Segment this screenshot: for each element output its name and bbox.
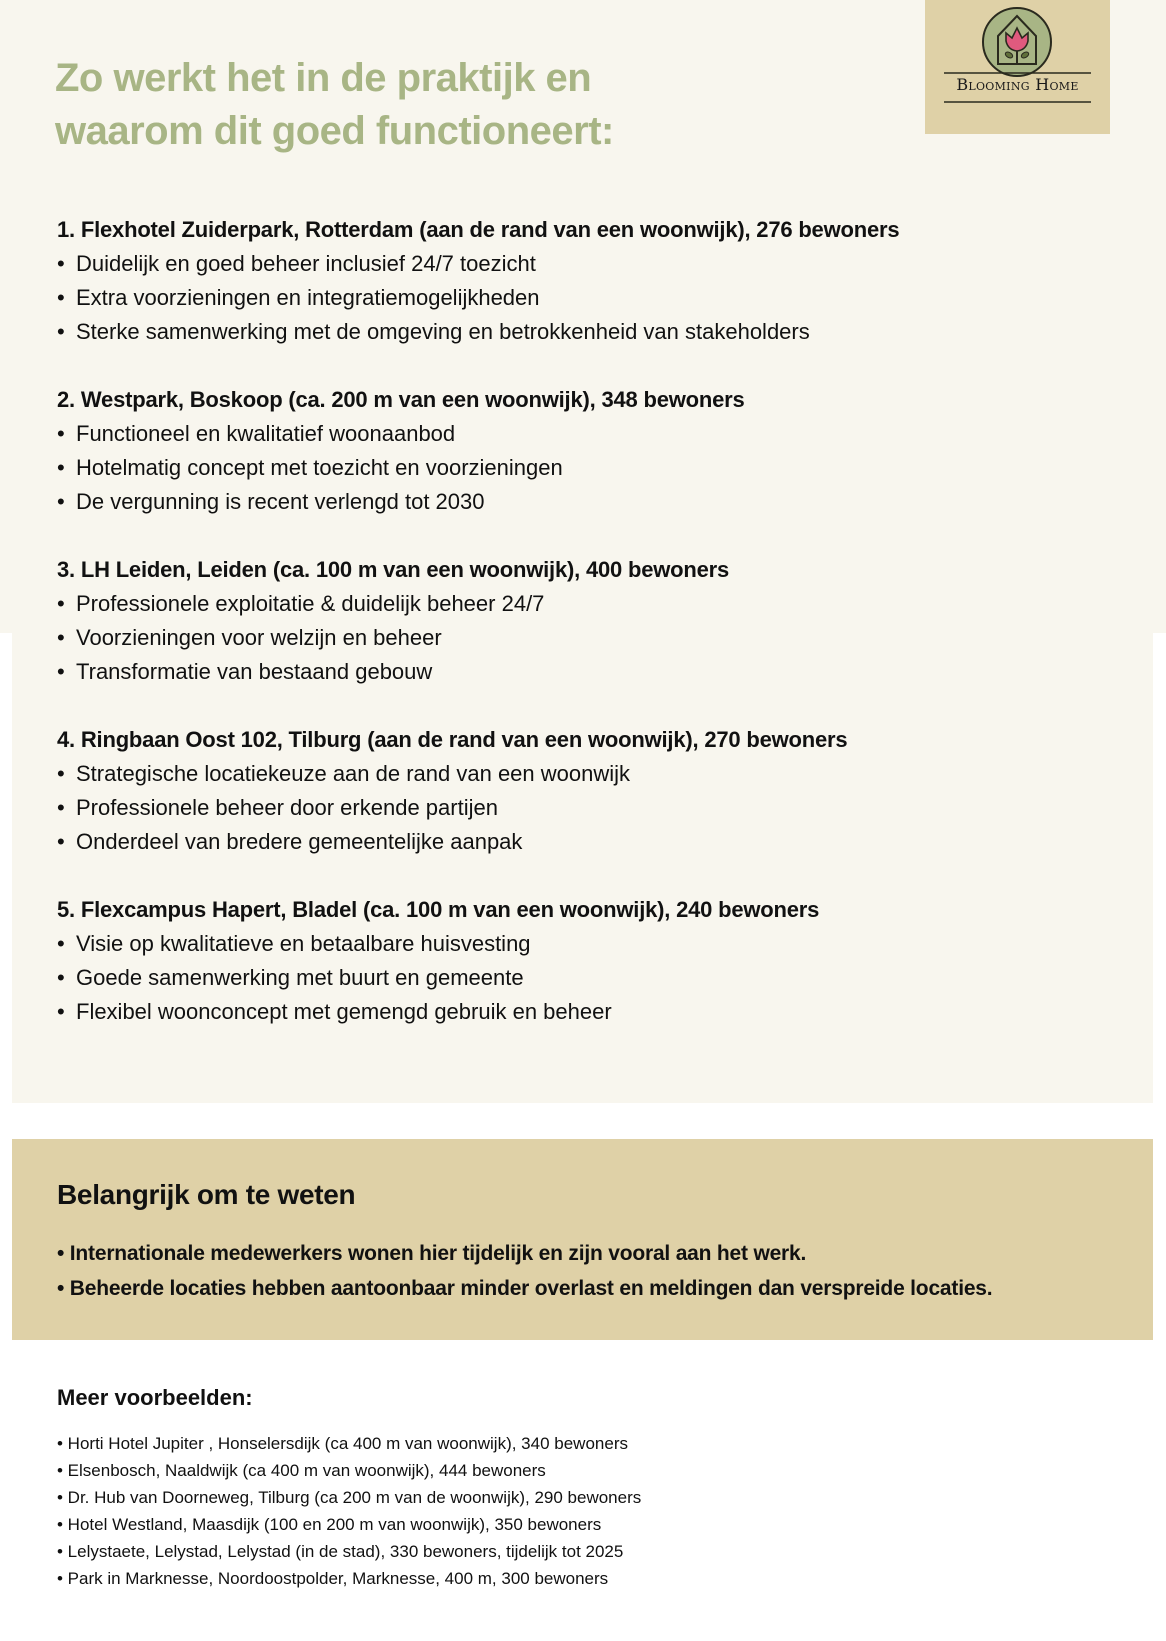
example-point-text: Voorzieningen voor welzijn en beheer xyxy=(76,625,442,650)
more-example-item: • Horti Hotel Jupiter , Honselersdijk (ca 400 m van woonwijk), 340 bewoners xyxy=(57,1434,628,1453)
bullet-icon: • xyxy=(57,999,65,1024)
example-point-text: Transformatie van bestaand gebouw xyxy=(76,659,433,684)
more-example-item: • Elsenbosch, Naaldwijk (ca 400 m van woonwijk), 444 bewoners xyxy=(57,1461,546,1480)
example-heading: 2. Westpark, Boskoop (ca. 200 m van een woonwijk), 348 bewoners xyxy=(57,387,745,412)
bullet-icon: • xyxy=(57,421,65,446)
brand-name: Blooming Home xyxy=(956,75,1079,94)
example-point-text: Extra voorzieningen en integratiemogelijkheden xyxy=(76,285,540,310)
bullet-icon: • xyxy=(57,285,65,310)
callout-list xyxy=(57,1236,992,1306)
more-example-item: • Dr. Hub van Doorneweg, Tilburg (ca 200 m van de woonwijk), 290 bewoners xyxy=(57,1488,642,1507)
house-tulip-icon xyxy=(925,0,1110,134)
example-point xyxy=(57,281,1117,315)
example-point xyxy=(57,417,1117,451)
example-point xyxy=(57,757,1117,791)
more-example-item: • Hotel Westland, Maasdijk (100 en 200 m van woonwijk), 350 bewoners xyxy=(57,1515,602,1534)
example-point-text: De vergunning is recent verlengd tot 2030 xyxy=(76,489,485,514)
bullet-icon: • xyxy=(57,931,65,956)
example-point xyxy=(57,315,1117,349)
callout-item: • Internationale medewerkers wonen hier tijdelijk en zijn vooral aan het werk. xyxy=(57,1242,807,1265)
more-example-item: • Lelystaete, Lelystad, Lelystad (in de stad), 330 bewoners, tijdelijk tot 2025 xyxy=(57,1542,624,1561)
example-item xyxy=(57,723,1117,859)
page-title xyxy=(55,52,614,158)
example-point-text: Strategische locatiekeuze aan de rand van een woonwijk xyxy=(76,761,631,786)
example-item xyxy=(57,553,1117,689)
example-heading: 1. Flexhotel Zuiderpark, Rotterdam (aan de rand van een woonwijk), 276 bewoners xyxy=(57,217,900,242)
bullet-icon: • xyxy=(57,251,65,276)
example-point xyxy=(57,451,1117,485)
example-heading: 5. Flexcampus Hapert, Bladel (ca. 100 m van een woonwijk), 240 bewoners xyxy=(57,897,820,922)
example-point-text: Sterke samenwerking met de omgeving en betrokkenheid van stakeholders xyxy=(76,319,810,344)
example-item xyxy=(57,893,1117,1029)
callout-item: • Beheerde locaties hebben aantoonbaar minder overlast en meldingen dan verspreide locaties. xyxy=(57,1277,993,1300)
example-point xyxy=(57,485,1117,519)
bullet-icon: • xyxy=(57,455,65,480)
page-title-line-1: Zo werkt het in de praktijk en xyxy=(55,56,592,100)
example-point-text: Visie op kwalitatieve en betaalbare huisvesting xyxy=(76,931,531,956)
bullet-icon: • xyxy=(57,625,65,650)
more-examples-list xyxy=(57,1430,641,1592)
callout-title: Belangrijk om te weten xyxy=(57,1179,356,1210)
bullet-icon: • xyxy=(57,829,65,854)
example-heading: 3. LH Leiden, Leiden (ca. 100 m van een woonwijk), 400 bewoners xyxy=(57,557,730,582)
bullet-icon: • xyxy=(57,489,65,514)
example-point-text: Flexibel woonconcept met gemengd gebruik en beheer xyxy=(76,999,612,1024)
example-point xyxy=(57,825,1117,859)
example-point-text: Professionele exploitatie & duidelijk beheer 24/7 xyxy=(76,591,545,616)
example-point-text: Hotelmatig concept met toezicht en voorzieningen xyxy=(76,455,563,480)
bullet-icon: • xyxy=(57,761,65,786)
example-point xyxy=(57,961,1117,995)
bullet-icon: • xyxy=(57,965,65,990)
page-title-line-2: waarom dit goed functioneert: xyxy=(55,109,614,153)
important-callout xyxy=(12,1139,1153,1340)
example-point xyxy=(57,247,1117,281)
bullet-icon: • xyxy=(57,319,65,344)
example-point-text: Functioneel en kwalitatief woonaanbod xyxy=(76,421,456,446)
example-point xyxy=(57,995,1117,1029)
bullet-icon: • xyxy=(57,591,65,616)
example-point-text: Goede samenwerking met buurt en gemeente xyxy=(76,965,524,990)
example-heading: 4. Ringbaan Oost 102, Tilburg (aan de rand van een woonwijk), 270 bewoners xyxy=(57,727,848,752)
example-point xyxy=(57,791,1117,825)
example-item xyxy=(57,383,1117,519)
bullet-icon: • xyxy=(57,795,65,820)
brand-logo xyxy=(925,0,1110,134)
example-point-text: Onderdeel van bredere gemeentelijke aanpak xyxy=(76,829,523,854)
more-example-item: • Park in Marknesse, Noordoostpolder, Marknesse, 400 m, 300 bewoners xyxy=(57,1569,609,1588)
examples-list xyxy=(57,213,1117,1063)
example-item xyxy=(57,213,1117,349)
example-point xyxy=(57,587,1117,621)
example-point xyxy=(57,927,1117,961)
example-point xyxy=(57,621,1117,655)
example-point-text: Professionele beheer door erkende partijen xyxy=(76,795,498,820)
bullet-icon: • xyxy=(57,659,65,684)
example-point-text: Duidelijk en goed beheer inclusief 24/7 toezicht xyxy=(76,251,536,276)
example-point xyxy=(57,655,1117,689)
more-examples-title: Meer voorbeelden: xyxy=(57,1385,253,1410)
